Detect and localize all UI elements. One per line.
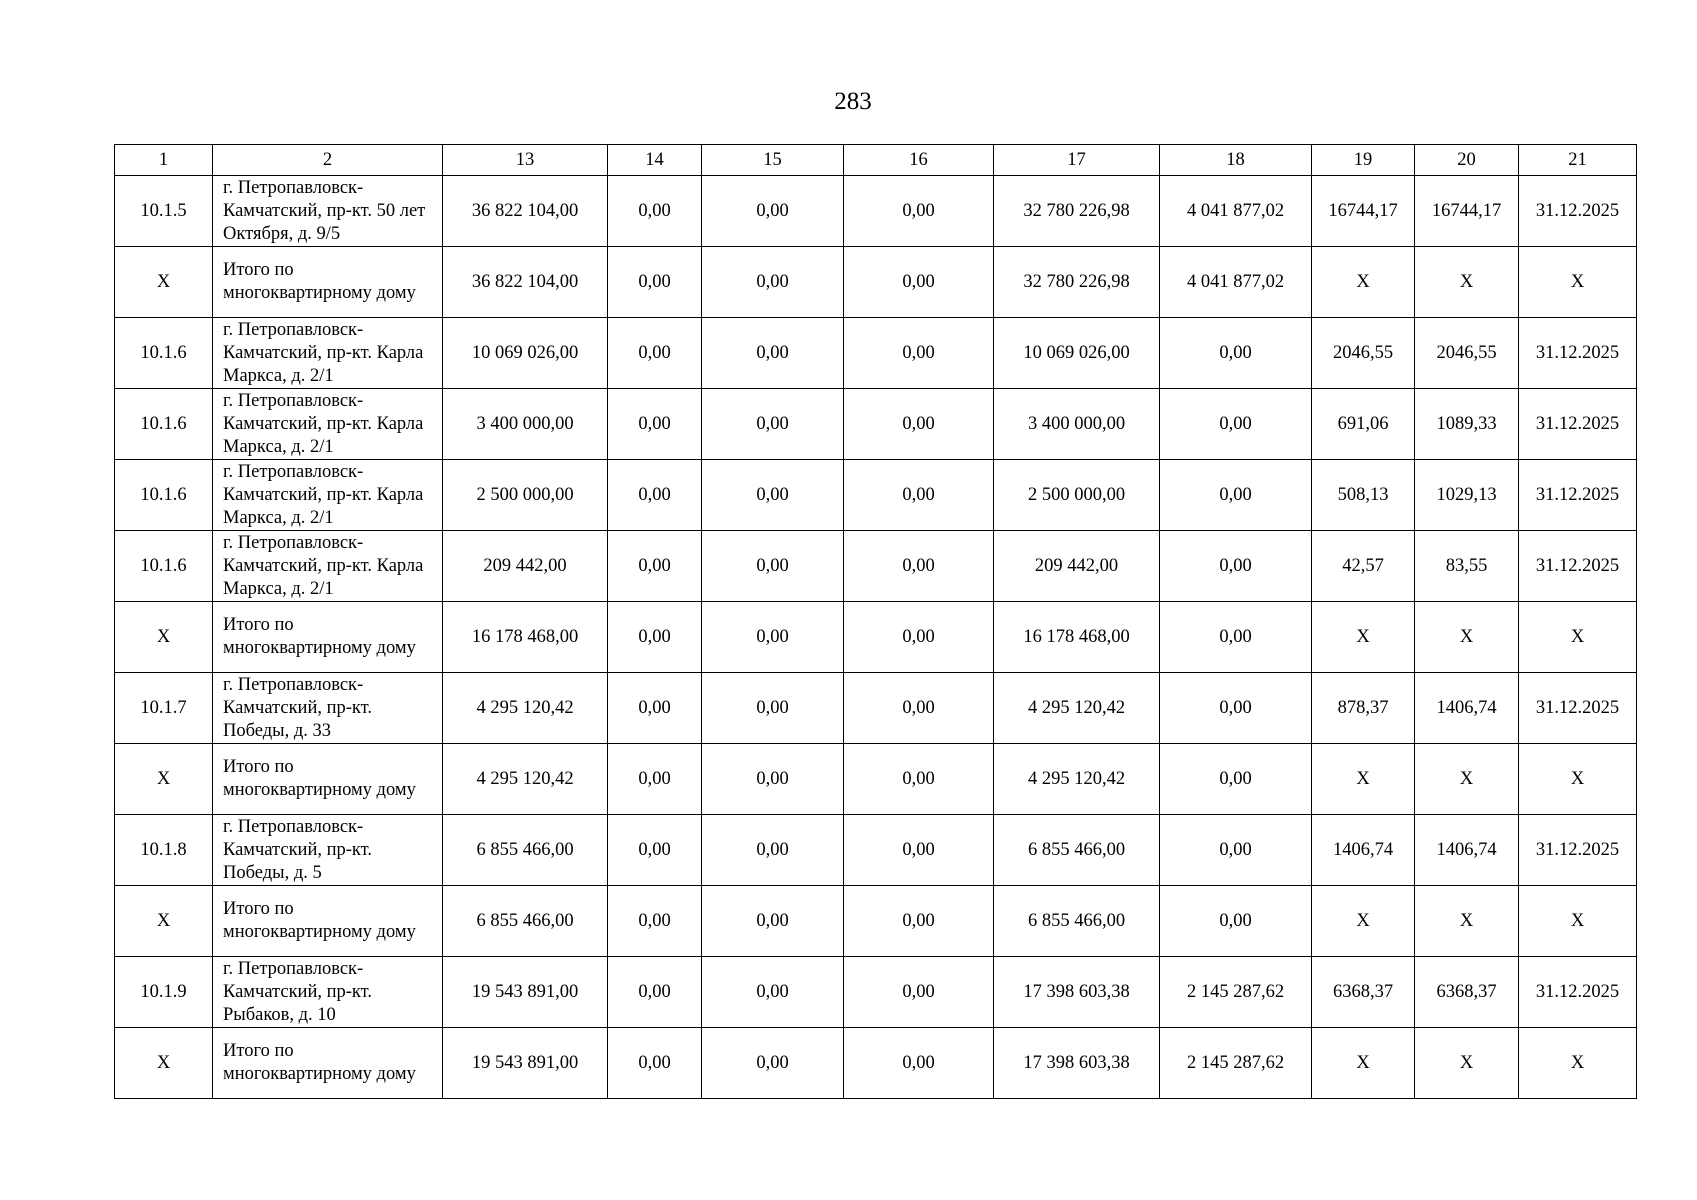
table-cell: 36 822 104,00	[443, 247, 608, 318]
table-cell: 0,00	[702, 673, 844, 744]
table-cell: 691,06	[1312, 389, 1415, 460]
table-cell: 31.12.2025	[1519, 815, 1637, 886]
column-header: 17	[994, 145, 1160, 176]
column-header: 14	[608, 145, 702, 176]
table-cell: 0,00	[844, 318, 994, 389]
table-cell: 4 295 120,42	[994, 673, 1160, 744]
table-cell: 4 295 120,42	[994, 744, 1160, 815]
table-cell: X	[1312, 744, 1415, 815]
table-cell: 0,00	[608, 531, 702, 602]
table-cell: 0,00	[608, 886, 702, 957]
table-cell: 32 780 226,98	[994, 176, 1160, 247]
table-row	[115, 815, 1637, 886]
column-header: 19	[1312, 145, 1415, 176]
address-cell: Итого по многоквартирному дому	[213, 602, 443, 673]
address-cell: г. Петропавловск-Камчатский, пр-кт. Победы, д. 33	[213, 673, 443, 744]
address-cell: г. Петропавловск-Камчатский, пр-кт. Карла Маркса, д. 2/1	[213, 389, 443, 460]
table-cell: 31.12.2025	[1519, 318, 1637, 389]
table-cell: X	[1519, 744, 1637, 815]
table-cell: 19 543 891,00	[443, 957, 608, 1028]
table-cell: 0,00	[844, 886, 994, 957]
table-cell: X	[115, 602, 213, 673]
table-cell: 10 069 026,00	[994, 318, 1160, 389]
table-cell: X	[1415, 247, 1519, 318]
table-cell: 2 500 000,00	[994, 460, 1160, 531]
table-cell: 42,57	[1312, 531, 1415, 602]
table-cell: 0,00	[844, 176, 994, 247]
column-header: 21	[1519, 145, 1637, 176]
column-header: 1	[115, 145, 213, 176]
table-cell: 10.1.9	[115, 957, 213, 1028]
column-header: 18	[1160, 145, 1312, 176]
table-cell: 10.1.6	[115, 531, 213, 602]
table-cell: X	[1312, 602, 1415, 673]
table-cell: 0,00	[844, 602, 994, 673]
table-cell: 0,00	[608, 673, 702, 744]
table-cell: 17 398 603,38	[994, 957, 1160, 1028]
table-cell: X	[1312, 886, 1415, 957]
table-cell: 17 398 603,38	[994, 1028, 1160, 1099]
table-cell: 6 855 466,00	[443, 886, 608, 957]
table-cell: X	[1519, 247, 1637, 318]
table-cell: 0,00	[1160, 531, 1312, 602]
address-cell: г. Петропавловск-Камчатский, пр-кт. 50 лет Октября, д. 9/5	[213, 176, 443, 247]
table-cell: 3 400 000,00	[994, 389, 1160, 460]
table-cell: 0,00	[844, 531, 994, 602]
table-cell: 10.1.5	[115, 176, 213, 247]
table-cell: 878,37	[1312, 673, 1415, 744]
table-cell: 10.1.6	[115, 318, 213, 389]
table-row	[115, 744, 1637, 815]
table-cell: 508,13	[1312, 460, 1415, 531]
table-cell: 1406,74	[1415, 815, 1519, 886]
header-row	[115, 145, 1637, 176]
table-cell: 31.12.2025	[1519, 531, 1637, 602]
table-cell: 2046,55	[1312, 318, 1415, 389]
table-cell: X	[1415, 886, 1519, 957]
table-cell: 0,00	[702, 531, 844, 602]
table-cell: 83,55	[1415, 531, 1519, 602]
table-cell: 0,00	[1160, 318, 1312, 389]
table-row	[115, 1028, 1637, 1099]
table-cell: 209 442,00	[994, 531, 1160, 602]
table-cell: 0,00	[702, 1028, 844, 1099]
table-cell: 6368,37	[1415, 957, 1519, 1028]
table-cell: 0,00	[608, 318, 702, 389]
table-cell: 2 145 287,62	[1160, 1028, 1312, 1099]
table-cell: 0,00	[844, 460, 994, 531]
table-cell: 10.1.6	[115, 389, 213, 460]
table-cell: 0,00	[844, 957, 994, 1028]
table-cell: 16 178 468,00	[994, 602, 1160, 673]
table-cell: X	[1519, 886, 1637, 957]
table-cell: 31.12.2025	[1519, 957, 1637, 1028]
table-cell: 2046,55	[1415, 318, 1519, 389]
column-header: 20	[1415, 145, 1519, 176]
table-cell: X	[115, 1028, 213, 1099]
table-cell: 0,00	[702, 815, 844, 886]
address-cell: г. Петропавловск-Камчатский, пр-кт. Карла Маркса, д. 2/1	[213, 531, 443, 602]
table-cell: 0,00	[844, 673, 994, 744]
table-cell: 0,00	[844, 389, 994, 460]
table-cell: 4 041 877,02	[1160, 247, 1312, 318]
table-cell: 4 295 120,42	[443, 744, 608, 815]
table-cell: 16 178 468,00	[443, 602, 608, 673]
address-cell: г. Петропавловск-Камчатский, пр-кт. Карла Маркса, д. 2/1	[213, 318, 443, 389]
table-row	[115, 176, 1637, 247]
table-cell: 1406,74	[1415, 673, 1519, 744]
table-cell: 32 780 226,98	[994, 247, 1160, 318]
address-cell: Итого по многоквартирному дому	[213, 1028, 443, 1099]
table-cell: 0,00	[1160, 602, 1312, 673]
table-cell: 10 069 026,00	[443, 318, 608, 389]
address-cell: г. Петропавловск-Камчатский, пр-кт. Рыбаков, д. 10	[213, 957, 443, 1028]
table-cell: X	[115, 247, 213, 318]
address-cell: Итого по многоквартирному дому	[213, 247, 443, 318]
table-cell: 6 855 466,00	[994, 886, 1160, 957]
table-cell: 0,00	[608, 744, 702, 815]
table-cell: 31.12.2025	[1519, 673, 1637, 744]
table-cell: 0,00	[702, 247, 844, 318]
table-cell: 31.12.2025	[1519, 460, 1637, 531]
column-header: 15	[702, 145, 844, 176]
table-cell: 0,00	[608, 602, 702, 673]
table-cell: X	[1312, 1028, 1415, 1099]
table-cell: 31.12.2025	[1519, 176, 1637, 247]
table-cell: 6368,37	[1312, 957, 1415, 1028]
table-cell: 16744,17	[1415, 176, 1519, 247]
table-cell: 0,00	[1160, 886, 1312, 957]
table-cell: 0,00	[702, 744, 844, 815]
table-cell: 16744,17	[1312, 176, 1415, 247]
table-row	[115, 957, 1637, 1028]
table-cell: X	[1519, 602, 1637, 673]
table-cell: 0,00	[702, 602, 844, 673]
table-cell: 1406,74	[1312, 815, 1415, 886]
address-cell: Итого по многоквартирному дому	[213, 744, 443, 815]
table-cell: 0,00	[608, 247, 702, 318]
table-cell: 0,00	[702, 318, 844, 389]
table-cell: 2 500 000,00	[443, 460, 608, 531]
table-cell: 0,00	[844, 815, 994, 886]
table-cell: 2 145 287,62	[1160, 957, 1312, 1028]
table-cell: 1029,13	[1415, 460, 1519, 531]
address-cell: Итого по многоквартирному дому	[213, 886, 443, 957]
address-cell: г. Петропавловск-Камчатский, пр-кт. Карла Маркса, д. 2/1	[213, 460, 443, 531]
table-cell: 31.12.2025	[1519, 389, 1637, 460]
table-cell: 36 822 104,00	[443, 176, 608, 247]
table-cell: 3 400 000,00	[443, 389, 608, 460]
table-cell: 0,00	[1160, 815, 1312, 886]
table-cell: 10.1.8	[115, 815, 213, 886]
table-cell: X	[1415, 744, 1519, 815]
table-cell: 10.1.7	[115, 673, 213, 744]
table-cell: 0,00	[702, 957, 844, 1028]
table-cell: X	[115, 744, 213, 815]
table-cell: 6 855 466,00	[443, 815, 608, 886]
column-header: 13	[443, 145, 608, 176]
table-cell: 0,00	[608, 815, 702, 886]
table-cell: 0,00	[702, 389, 844, 460]
table-cell: 0,00	[608, 389, 702, 460]
table-cell: 0,00	[1160, 673, 1312, 744]
table-cell: 19 543 891,00	[443, 1028, 608, 1099]
table-row	[115, 318, 1637, 389]
table-cell: 0,00	[844, 744, 994, 815]
table-cell: X	[1415, 602, 1519, 673]
table-cell: 0,00	[608, 957, 702, 1028]
table-cell: 0,00	[608, 176, 702, 247]
table-row	[115, 389, 1637, 460]
table-cell: 0,00	[702, 176, 844, 247]
table-cell: X	[1312, 247, 1415, 318]
table-row	[115, 460, 1637, 531]
table-cell: 0,00	[1160, 460, 1312, 531]
table-cell: X	[1415, 1028, 1519, 1099]
table-cell: 0,00	[1160, 744, 1312, 815]
table-cell: 4 295 120,42	[443, 673, 608, 744]
column-header: 16	[844, 145, 994, 176]
table-cell: 1089,33	[1415, 389, 1519, 460]
table-cell: 0,00	[1160, 389, 1312, 460]
table-row	[115, 673, 1637, 744]
page-number: 283	[834, 88, 872, 115]
table-cell: 0,00	[608, 460, 702, 531]
table-row	[115, 886, 1637, 957]
table-row	[115, 531, 1637, 602]
column-header: 2	[213, 145, 443, 176]
table-cell: 0,00	[702, 460, 844, 531]
table-row	[115, 247, 1637, 318]
table-cell: 6 855 466,00	[994, 815, 1160, 886]
table-cell: 0,00	[844, 1028, 994, 1099]
table-cell: 10.1.6	[115, 460, 213, 531]
table-row	[115, 602, 1637, 673]
table-cell: 209 442,00	[443, 531, 608, 602]
table-cell: 0,00	[844, 247, 994, 318]
table-cell: 0,00	[702, 886, 844, 957]
table-cell: X	[1519, 1028, 1637, 1099]
table-cell: 4 041 877,02	[1160, 176, 1312, 247]
table-cell: 0,00	[608, 1028, 702, 1099]
data-table	[114, 144, 1637, 1099]
table-cell: X	[115, 886, 213, 957]
address-cell: г. Петропавловск-Камчатский, пр-кт. Победы, д. 5	[213, 815, 443, 886]
